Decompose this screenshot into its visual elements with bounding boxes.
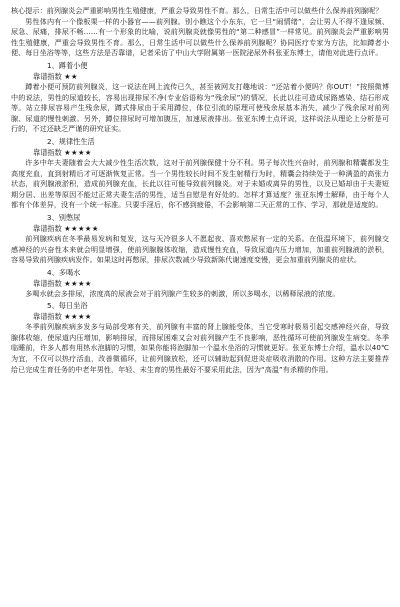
- item-title: 2、规律性生活: [47, 136, 95, 146]
- item-body: 冬季前列腺疾病多发多与局部受寒有关，前列腺有丰富的肾上腺能受体，当它受寒时极易引起交感神经兴奋，导致腺体收缩，使尿道内压增加，影响排尿，而排尿困难又会对前列腺产生不良影响，恶性循环可使前列腺发生病变。冬季临睡前，许多人都有用热水泡脚的习惯，如果你能将泡脚加一个温水坐浴的习惯就更好。张亚东博士介绍，温水以40℃为宜，不仅可以热疗活血，改善微循环，让前列腺放松，还可以辅助起到促进炎症吸收消散的作用。这种方法主要推荐给已完成生育任务的中老年男性，年轻、未生育的男性最好不要采用此法，因为“高温”有杀精的作用。: [11, 322, 389, 374]
- list-item: [11, 300, 389, 375]
- rating-line: [11, 223, 389, 234]
- item-body: 多喝水就会多排尿，浓度高的尿液会对于前列腺产生较多的刺激，所以多喝水，以稀释尿液的浓度。: [25, 288, 340, 298]
- rating-line: [11, 71, 389, 82]
- item-title: 3、别憋尿: [47, 212, 81, 222]
- item-body: 蹲着小便可预防前列腺炎，这一说法在网上流传已久，甚至被网友打趣地说：“还站着小便吗？你OUT！”按照微博中的说法，男性的尿道较长，容易出现排尿不净(专业俗语称为“残余尿”)的情况，长此以往可造成尿路感染、结石形成等。站立排尿容易产生残余尿，蹲式排尿由于采用蹲位，体位引流的原理可使残余尿基本消失，减少了残余尿对前列腺、尿道的慢性刺激。另外，蹲位排尿时可增加腹压，加速尿液排出。张亚东博士点评说，这样说法从理论上分析是可行的，不过还缺乏严谨的研究证实。: [11, 81, 389, 134]
- rating-stars: ★★★★: [64, 147, 92, 157]
- rating-label: 靠谱指数: [33, 147, 62, 157]
- rating-stars: ★★★★★: [64, 223, 99, 233]
- opening-paragraph: 男性体内有一个像板栗一样的小器官——前列腺。别小瞧这个小东东，它一旦“闹情绪”，会让男人不得不逢尿频、尿急、尿痛，排尿不畅……有一个形象的比喻，说前列腺炎就像男性的“第二种感冒”一样常见。前列腺炎会严重影响男性生殖健康，严重会导致男性不育。那么，日常生活中可以做些什么保养前列腺呢？协同医疗专家为方法，比如蹲者小便、每日坐浴等等，这些方法是否靠谱，记者采访了中山大学附属第一医院泌尿外科张亚东博士，请他对此进行点评。: [11, 16, 389, 58]
- item-body: 前列腺疾病在冬季最易发病和复发，这与天冷很多人不愿起夜、喜欢憋尿有一定的关系。在低温环境下，前列腺交感神经的兴奋性本来就会明显增强，使前列腺腺体收缩，造成慢性充血，导致尿道内压力增加，加重前列腺液的淤积，容易导致前列腺疾病发作。如果这时再憋尿，排尿次数减少导致新陈代谢速度变慢，更会加重前列腺炎的症状。: [11, 233, 389, 265]
- item-title: 4、多喝水: [47, 267, 81, 277]
- item-title: 5、每日坐浴: [47, 301, 88, 311]
- rating-line: [11, 147, 389, 158]
- rating-line: [11, 278, 389, 289]
- list-item: [11, 60, 389, 135]
- rating-stars: ★★★★: [64, 312, 92, 322]
- item-title: 1、蹲着小便: [47, 60, 88, 70]
- rating-label: 靠谱指数: [33, 278, 62, 288]
- rating-label: 靠谱指数: [33, 223, 62, 233]
- intro-summary: 核心提示：前列腺炎会严重影响男性生殖健康，严重会导致男性不育。那么，日常生活中可以做些什么保养前列腺呢？: [11, 6, 383, 15]
- list-item: [11, 267, 389, 300]
- rating-stars: ★★: [64, 71, 78, 81]
- rating-stars: ★★★★: [64, 278, 92, 288]
- list-item: [11, 136, 389, 211]
- item-body: 许多中年夫妻随着会大大减少性生活次数，这对于前列腺保健十分不利。男子每次性兴奋时，前列腺和精囊都发生高度充血，直到射精后才可逐渐恢复正常。当一个男性较长时间不发生射精行为时，精囊会持续处于一种满盈的高张力状态，前列腺液淤积，造成前列腺充血，长此以往可能导致前列腺炎。对于未婚或离异的男性，以及已婚却由于夫妻短期分居、出差等原因不能过正常夫妻生活的男性，适当自慰是有好处的。怎样才算适度？张亚东博士解释，由于每个人都有个体差异，没有一个统一标准。只要手淫后，你不感到疲倦，不会影响第二天正常的工作、学习，那就是适度的。: [11, 157, 389, 210]
- rating-label: 靠谱指数: [33, 312, 62, 322]
- list-item: [11, 212, 389, 266]
- rating-line: [11, 311, 389, 322]
- rating-label: 靠谱指数: [33, 71, 62, 81]
